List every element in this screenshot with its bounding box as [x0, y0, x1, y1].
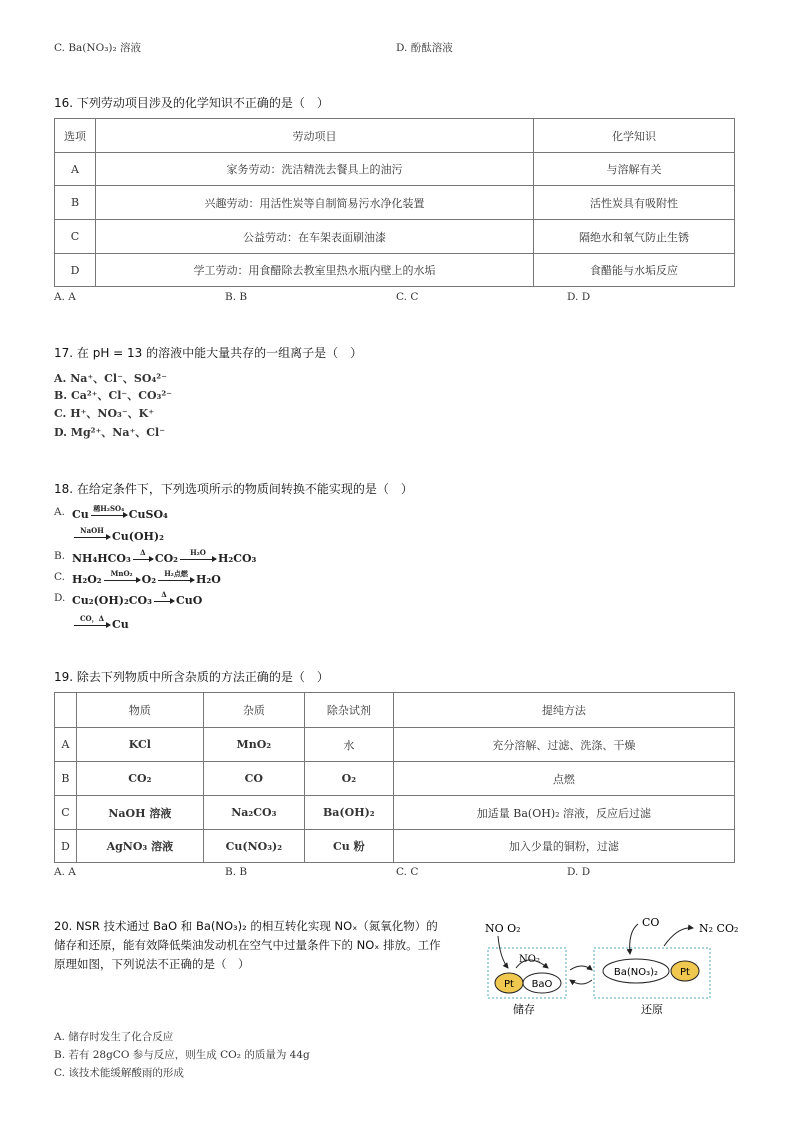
table-cell: A — [55, 153, 96, 186]
n2-co2-label: N₂ CO₂ — [699, 922, 739, 935]
q17-option-b: B. Ca²⁺、Cl⁻、CO₃²⁻ — [54, 389, 172, 402]
q19-header-cell: 物质 — [76, 693, 203, 728]
bano3-label: Ba(NO₃)₂ — [613, 967, 659, 978]
table-cell: 食醋能与水垢反应 — [534, 254, 735, 287]
q20-stem-line3: 原理如图，下列说法不正确的是（ ） — [54, 957, 250, 971]
q19-option-a: A. A — [54, 866, 76, 878]
reduce-label: 还原 — [641, 1003, 663, 1016]
q20-option-c: C. 该技术能缓解酸雨的形成 — [54, 1067, 184, 1079]
no-o2-label: NO O₂ — [485, 922, 521, 935]
q18-label-b: B. — [54, 550, 66, 562]
q16-header-cell: 劳动项目 — [96, 119, 534, 153]
q16-option-c: C. C — [396, 291, 419, 303]
table-cell: 水 — [304, 728, 393, 762]
q16-option-a: A. A — [54, 291, 76, 303]
co-label: CO — [642, 916, 660, 929]
table-cell: 兴趣劳动：用活性炭等自制简易污水净化装置 — [96, 186, 534, 220]
table-cell: 点燃 — [393, 762, 734, 796]
table-cell: O₂ — [304, 762, 393, 796]
q16-table — [54, 118, 735, 287]
pt-left-label: Pt — [504, 979, 514, 990]
q16-header-cell: 选项 — [55, 119, 96, 153]
q20-option-b: B. 若有 28gCO 参与反应，则生成 CO₂ 的质量为 44g — [54, 1049, 310, 1061]
table-cell: B — [55, 186, 96, 220]
q19-table — [54, 692, 735, 863]
table-cell: C — [55, 220, 96, 254]
table-cell: 公益劳动：在车架表面刷油漆 — [96, 220, 534, 254]
q16-header-cell: 化学知识 — [534, 119, 735, 153]
nsr-diagram — [478, 910, 748, 1020]
pt-right-label: Pt — [680, 967, 690, 978]
q16-stem: 16. 下列劳动项目涉及的化学知识不正确的是（ ） — [54, 96, 329, 110]
table-row — [55, 220, 735, 254]
q18-d-line1: Cu₂(OH)₂CO₃ Δ CuO — [72, 589, 203, 607]
q18-a-line1: Cu 稀H₂SO₄ CuSO₄ — [72, 503, 168, 521]
table-row — [55, 830, 735, 863]
table-cell: A — [55, 728, 77, 762]
table-cell: C — [55, 796, 77, 830]
q18-stem: 18. 在给定条件下，下列选项所示的物质间转换不能实现的是（ ） — [54, 482, 413, 496]
table-row — [55, 186, 735, 220]
q20-stem-line2: 储存和还原，能有效降低柴油发动机在空气中过量条件下的 NOₓ 排放。工作 — [54, 938, 441, 952]
table-cell: D — [55, 254, 96, 287]
table-cell: CO — [203, 762, 304, 796]
table-cell: B — [55, 762, 77, 796]
table-cell: KCl — [76, 728, 203, 762]
table-cell: 隔绝水和氧气防止生锈 — [534, 220, 735, 254]
table-cell: CO₂ — [76, 762, 203, 796]
q17-option-a: A. Na⁺、Cl⁻、SO₄²⁻ — [54, 372, 167, 385]
table-cell: 加适量 Ba(OH)₂ 溶液，反应后过滤 — [393, 796, 734, 830]
table-row — [55, 728, 735, 762]
bao-label: BaO — [531, 979, 553, 990]
q19-option-c: C. C — [396, 866, 419, 878]
table-cell: 加入少量的铜粉，过滤 — [393, 830, 734, 863]
q18-label-d: D. — [54, 592, 66, 604]
q19-header-cell — [55, 693, 77, 728]
q18-label-a: A. — [54, 506, 65, 518]
table-row — [55, 762, 735, 796]
q16-option-b: B. B — [225, 291, 248, 303]
q20-stem-line1: 20. NSR 技术通过 BaO 和 Ba(NO₃)₂ 的相互转化实现 NOₓ（氮氧化物）的 — [54, 919, 438, 933]
q18-d-line2: CO，Δ Cu — [72, 618, 129, 631]
q15-option-d: D. 酚酞溶液 — [396, 42, 453, 54]
q19-option-d: D. D — [567, 866, 591, 878]
q19-header-cell: 除杂试剂 — [304, 693, 393, 728]
table-cell: MnO₂ — [203, 728, 304, 762]
table-cell: 与溶解有关 — [534, 153, 735, 186]
q18-label-c: C. — [54, 571, 65, 583]
q18-b-line: NH₄HCO₃ Δ CO₂ H₂O H₂CO₃ — [72, 547, 257, 565]
q19-header-cell: 杂质 — [203, 693, 304, 728]
q19-stem: 19. 除去下列物质中所含杂质的方法正确的是（ ） — [54, 670, 329, 684]
no2-label: NO₂ — [519, 954, 540, 965]
table-cell: 活性炭具有吸附性 — [534, 186, 735, 220]
table-cell: AgNO₃ 溶液 — [76, 830, 203, 863]
table-cell: Na₂CO₃ — [203, 796, 304, 830]
table-row — [55, 153, 735, 186]
q15-option-c: C. Ba(NO₃)₂ 溶液 — [54, 42, 142, 54]
table-cell: NaOH 溶液 — [76, 796, 203, 830]
q17-option-d: D. Mg²⁺、Na⁺、Cl⁻ — [54, 426, 166, 439]
q20-option-a: A. 储存时发生了化合反应 — [54, 1031, 174, 1043]
table-cell: 家务劳动：洗洁精洗去餐具上的油污 — [96, 153, 534, 186]
q16-option-d: D. D — [567, 291, 591, 303]
q17-stem: 17. 在 pH = 13 的溶液中能大量共存的一组离子是（ ） — [54, 346, 363, 360]
q19-option-b: B. B — [225, 866, 248, 878]
store-label: 储存 — [513, 1003, 535, 1016]
table-cell: Cu(NO₃)₂ — [203, 830, 304, 863]
table-cell: 学工劳动：用食醋除去教室里热水瓶内壁上的水垢 — [96, 254, 534, 287]
table-cell: Ba(OH)₂ — [304, 796, 393, 830]
table-cell: D — [55, 830, 77, 863]
table-cell: Cu 粉 — [304, 830, 393, 863]
table-row — [55, 254, 735, 287]
q18-c-line: H₂O₂ MnO₂ O₂ H₂点燃 H₂O — [72, 568, 221, 586]
table-cell: 充分溶解、过滤、洗涤、干燥 — [393, 728, 734, 762]
q18-a-line2: NaOH Cu(OH)₂ — [72, 530, 164, 543]
table-row — [55, 796, 735, 830]
q19-header-cell: 提纯方法 — [393, 693, 734, 728]
q17-option-c: C. H⁺、NO₃⁻、K⁺ — [54, 407, 155, 420]
